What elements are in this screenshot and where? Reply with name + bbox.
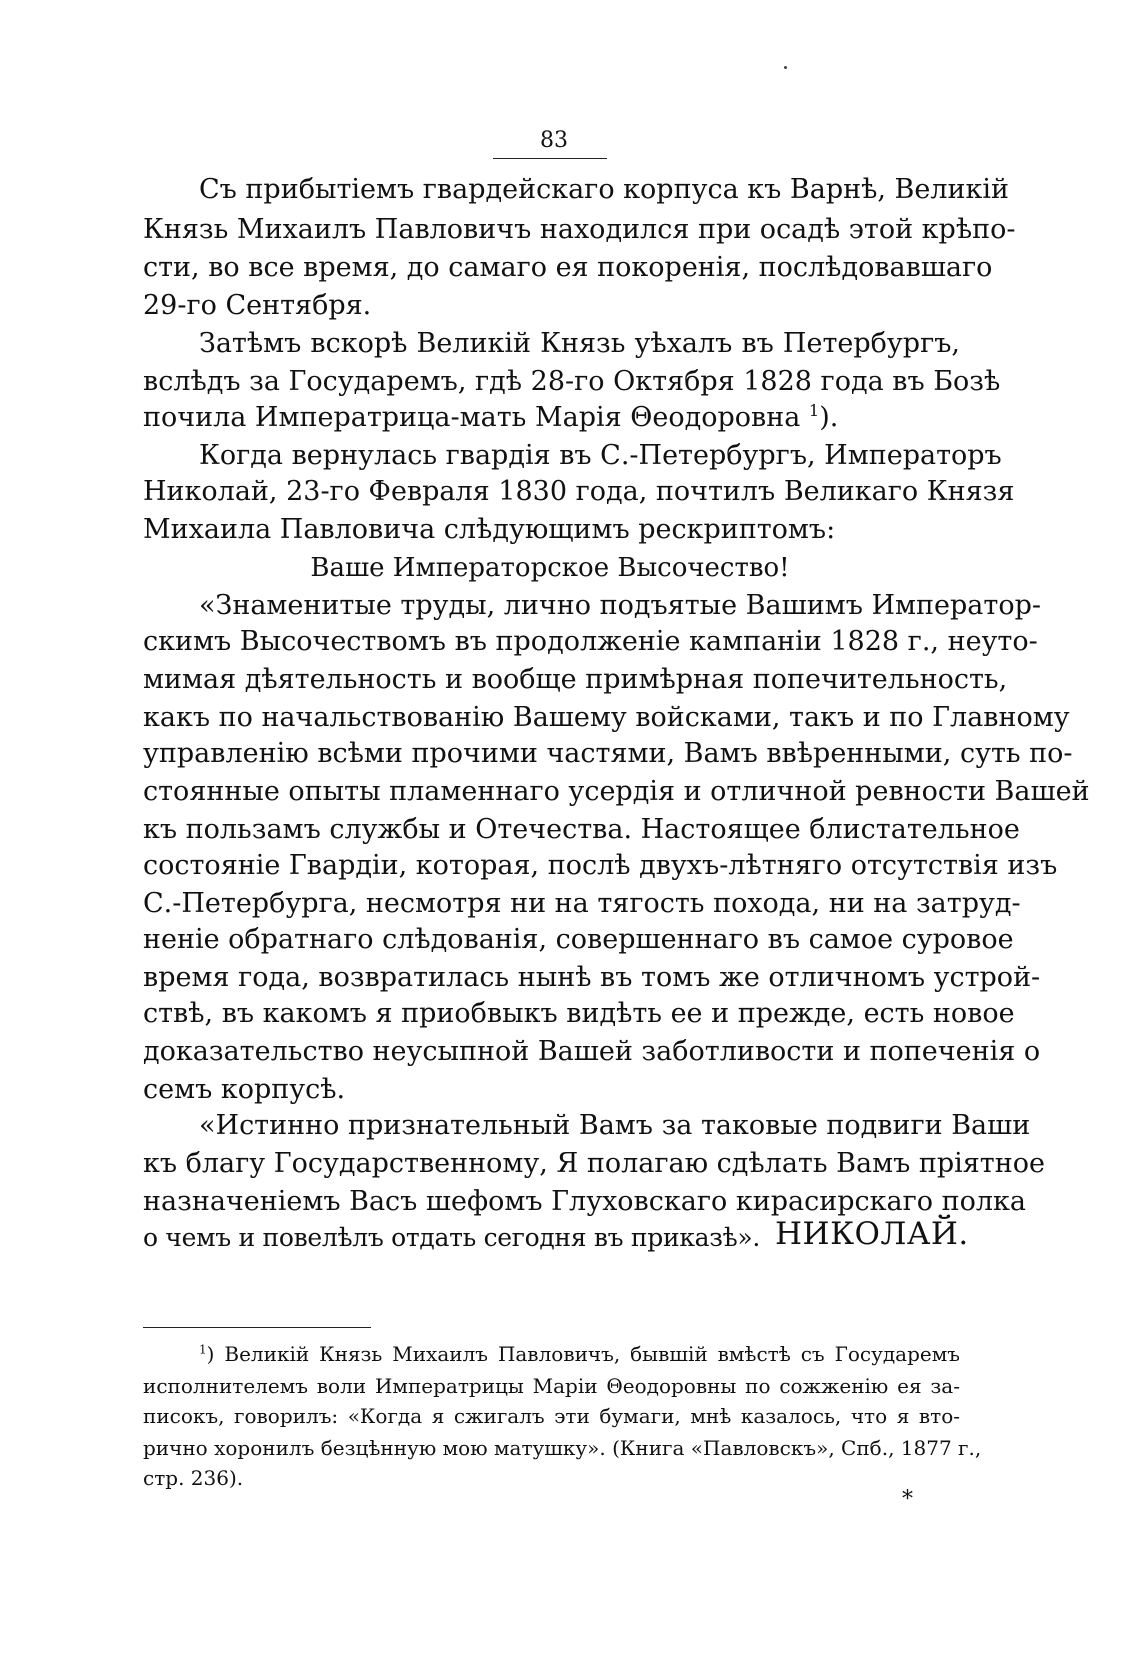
letter-salutation: Ваше Императорское Высочество! <box>310 553 790 583</box>
footnote-line: рично хоронилъ безцѣнную мою матушку». (Книга «Павловскъ», Спб., 1877 г., <box>143 1436 982 1460</box>
text-line: мимая дѣятельность и вообще примѣрная попечительность, <box>143 664 1008 695</box>
text-line: доказательство неусыпной Вашей заботливости и попеченія о <box>143 1036 1041 1067</box>
page-number: 83 <box>540 128 568 153</box>
text-line: Когда вернулась гвардія въ С.-Петербургъ, Императоръ <box>199 440 1002 471</box>
text-line: Князь Михаилъ Павловичъ находился при осадѣ этой крѣпо- <box>143 214 1016 245</box>
text-line-with-note <box>143 398 960 438</box>
text-line: время года, возвратилась нынѣ въ томъ же отличномъ устрой- <box>143 962 1041 993</box>
text-line: почила Императрица-мать Марія Θеодоровна <box>143 402 801 433</box>
footnote-rule <box>143 1327 371 1328</box>
text-line: Михаила Павловича слѣдующимъ рескриптомъ: <box>143 514 836 545</box>
bottom-mark: * <box>902 1487 913 1512</box>
text-line: ствѣ, въ какомъ я приобвыкъ видѣть ее и прежде, есть новое <box>143 998 1015 1029</box>
footnote-reference: 1 <box>808 401 820 420</box>
text-line: неніе обратнаго слѣдованія, совершеннаго въ самое суровое <box>143 924 1014 955</box>
footnote-line <box>143 1339 960 1369</box>
text-line: скимъ Высочествомъ въ продолженіе кампаніи 1828 г., неуто- <box>143 626 1038 657</box>
footnote-marker: 1 <box>199 1342 207 1357</box>
text-line: къ благу Государственному, Я полагаю сдѣлать Вамъ пріятное <box>143 1148 1045 1179</box>
text-line: какъ по начальствованію Вашему войсками, такъ и по Главному <box>143 702 1070 733</box>
text-line: управленію всѣми прочими частями, Вамъ ввѣренными, суть по- <box>143 738 1073 769</box>
text-line: къ пользамъ службы и Отечества. Настоящее блистательное <box>143 814 1020 845</box>
text-line: Николай, 23-го Февраля 1830 года, почтилъ Великаго Князя <box>143 476 1015 507</box>
page-number-rule <box>493 158 607 159</box>
text-line: состояніе Гвардіи, которая, послѣ двухъ-лѣтняго отсутствія изъ <box>143 850 1058 881</box>
text-line: Съ прибытіемъ гвардейскаго корпуса къ Варнѣ, Великій <box>199 174 1010 205</box>
footnote-line: писокъ, говорилъ: «Когда я сжигалъ эти бумаги, мнѣ казалось, что я вто- <box>143 1404 960 1428</box>
footnote-line: стр. 236). <box>143 1466 244 1490</box>
text-line: «Знаменитые труды, лично подъятые Вашимъ Император- <box>199 590 1041 621</box>
speck-mark <box>784 66 787 69</box>
text-line: сти, во все время, до самаго ея покоренія, послѣдовавшаго <box>143 252 993 283</box>
text-line: С.-Петербурга, несмотря ни на тягость похода, ни на затруд- <box>143 888 1021 919</box>
text-line: «Истинно признательный Вамъ за таковые подвиги Ваши <box>199 1110 1031 1141</box>
text-line: вслѣдъ за Государемъ, гдѣ 28-го Октября 1828 года въ Бозѣ <box>143 366 1001 397</box>
text-line: стоянные опыты пламеннаго усердія и отличной ревности Вашей <box>143 776 1090 807</box>
text-line: семъ корпусѣ. <box>143 1074 346 1105</box>
text-line: назначеніемъ Васъ шефомъ Глуховскаго кирасирскаго полка <box>143 1186 1026 1217</box>
footnote-line: исполнителемъ воли Императрицы Маріи Θеодоровны по сожженію ея за- <box>143 1374 960 1398</box>
text-line: Затѣмъ вскорѣ Великій Князь уѣхалъ въ Петербургъ, <box>199 328 960 359</box>
text-line-tail: ). <box>819 402 839 433</box>
footnote-text: ) Великій Князь Михаилъ Павловичъ, бывшій вмѣстѣ съ Государемъ <box>206 1342 960 1366</box>
signature: НИКОЛАЙ. <box>775 1216 969 1252</box>
text-line: о чемъ и повелѣлъ отдать сегодня въ приказѣ». <box>143 1223 761 1252</box>
text-line: 29-го Сентября. <box>143 290 372 321</box>
